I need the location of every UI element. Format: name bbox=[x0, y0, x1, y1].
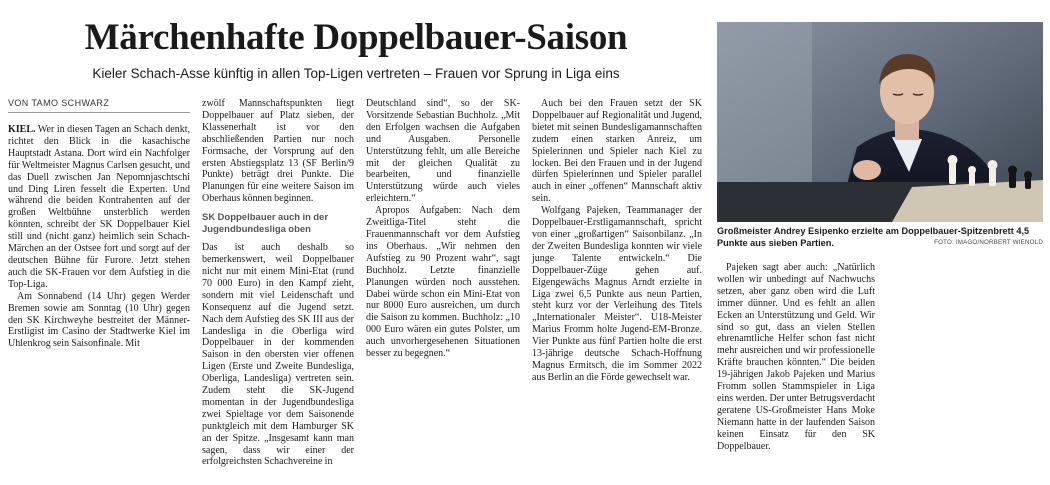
article-column-5 bbox=[717, 262, 875, 453]
article-column-3 bbox=[366, 98, 520, 360]
lead-paragraph bbox=[8, 124, 190, 291]
photo-illustration bbox=[717, 22, 1043, 222]
article-column-1 bbox=[8, 124, 190, 350]
paragraph-points: zwölf Mannschaftspunkten liegt Doppelbauer auf Platz sieben, der Klassenerhalt ist vor den abschließenden Partien nur noch Formsache, der Vorsprung auf den ersten Abstiegsplatz 13 (SF Berlin/9 Punkte) beträgt drei Punkte. Die Planungen für eine weitere Saison im Oberhaus können beginnen. bbox=[202, 98, 354, 205]
article-column-2 bbox=[202, 98, 354, 468]
byline-divider bbox=[8, 112, 190, 113]
article-column-4 bbox=[532, 98, 702, 384]
paragraph-budget: Das ist auch deshalb so bemerkenswert, weil Doppelbauer nicht nur mit einem Mini-Etat (rund 70 000 Euro) in den Kampf zieht, sondern mit viel Leidenschaft und Konsequenz auf die Jugend setzt. Nach dem Aufstieg des SK III aus der Landesliga in die Oberliga wird Doppelbauer in der kommenden Saison in den obersten vier offenen Ligen (Erste und Zweite Bundesliga, Oberliga, Landesliga) vertreten sein. Zudem steht die SK-Jugend momentan in der Jugendbundesliga zwei Spieltage vor dem Saisonende punktgleich mit dem Hamburger SK an der Spitze. „Insgesamt kann man sagen, dass wir einer der erfolgreichsten Schachvereine in bbox=[202, 242, 354, 468]
paragraph-pajeken: Wolfgang Pajeken, Teammanager der Doppelbauer-Erstligamannschaft, spricht von einer „großartigen“ Saisonbilanz. „In der Zweiten Bundesliga konnten wir viele junge Talente entwickeln.“ Die Doppelbauer-Züge gehen auf. Eigengewächs Magnus Arndt erzielte in Liga zwei 6,5 Punkte aus neun Partien, steht kurz vor der Verleihung des Titels „Internationaler Meister“. U18-Meister Marius Fromm holte Jugend-EM-Bronze. Vier Punkte aus fünf Partien holte die erst 13-jährige deutsche Schach-Hoffnung Magnus Ermitsch, die im Sommer 2022 aus Berlin an die Förde gewechselt war. bbox=[532, 205, 702, 383]
paragraph-final: Pajeken sagt aber auch: „Natürlich wollen wir unbedingt auf Nachwuchs setzen, aber ganz oben wird die Luft immer dünner. Und es fehlt an allen Ecken an Unterstützung und Geld. Wir sind so gut, dass an vielen Stellen ehrenamtliche Helfer schon fast nicht mehr ausreichen und wir professionelle Kräfte brauchen könnten.“ Die beiden 19-jährigen Jakob Pajeken und Marius Fromm sollen Stammspieler in Liga eins werden. Der unter Betrugsverdacht geratene US-Großmeister Hans Moke Niemann hatte in der laufenden Saison keinen Einsatz für den SK Doppelbauer. bbox=[717, 262, 875, 452]
paragraph-apropos: Apropos Aufgaben: Nach dem Zweitliga-Titel steht die Frauenmannschaft vor dem Aufstieg ins Oberhaus. „Wir nehmen den Aufstieg zu 90 Prozent wahr“, sagt Buchholz. Letzte finanzielle Planungen würden noch ausstehen. Dabei würde schon ein Mini-Etat von nur 8000 Euro ausreichen, um durch die Saison zu kommen. Buchholz: „10 000 Euro wären ein gutes Polster, um auch unvorhergesehenen Situationen besser zu begegnen.“ bbox=[366, 205, 520, 360]
photo-caption: Großmeister Andrey Esipenko erzielte am Doppelbauer-Spitzenbrett 4,5 Punkte aus sieben Partien. bbox=[717, 226, 1030, 248]
lead-text: Wer in diesen Tagen an Schach denkt, richtet den Blick in die kasachische Hauptstadt Astana. Dort wird ein Nachfolger für Weltmeister Magnus Carlsen gesucht, und das Duell zwischen Jan Nepomnjaschtschi und Ding Liren fesselt die Experten. Und während die beiden Kontrahenten auf der großen Weltbühne unsterblich werden könnten, schreibt der SK Doppelbauer Kiel still und (nicht ganz) heimlich sein Schach-Märchen an der Ostsee fort und sorgt auf der deutschen Bühne für Furore. Jetzt stehen auch die SK-Frauen vor dem Aufstieg in die Top-Liga. bbox=[8, 124, 190, 290]
byline: VON TAMO SCHWARZ bbox=[8, 98, 110, 108]
subheading-youth: SK Doppelbauer auch in der Jugendbundesliga oben bbox=[202, 212, 329, 236]
paragraph-weekend: Am Sonnabend (14 Uhr) gegen Werder Bremen sowie am Sonntag (10 Uhr) gegen den SK Kirchweyhe bestreitet der Männer-Erstligist im Casino der Stadtwerke Kiel im Uhlenkrog sein Saisonfinale. Mit bbox=[8, 290, 190, 350]
chess-player-photo bbox=[717, 22, 1043, 222]
paragraph-continuation: Deutschland sind“, so der SK-Vorsitzende Sebastian Buchholz. „Mit den Erfolgen wachsen die Aufgaben und Ausgaben. Personelle Unterstützung fehlt, um alle Bereiche mit der gleichen Qualität zu bearbeiten, und finanzielle Unterstützung würde auch vieles erleichtern.“ bbox=[366, 98, 520, 205]
paragraph-women: Auch bei den Frauen setzt der SK Doppelbauer auf Regionalität und Jugend, bietet mit seinen Bundesligamannschaften zudem einen starken Anreiz, um Spielerinnen und Spieler nach Kiel zu locken. Bei den Frauen und in der Jugend dürfen Spielerinnen und Spieler parallel auch in einer „offenen“ Mannschaft aktiv sein. bbox=[532, 98, 702, 205]
dateline: KIEL. bbox=[8, 124, 36, 135]
photo-credit: FOTO: IMAGO/NORBERT WIENOLD bbox=[934, 239, 1043, 246]
headline: Märchenhafte Doppelbauer-Saison bbox=[84, 17, 628, 58]
subheadline: Kieler Schach-Asse künftig in allen Top-Ligen vertreten – Frauen vor Sprung in Liga eins bbox=[92, 66, 620, 81]
